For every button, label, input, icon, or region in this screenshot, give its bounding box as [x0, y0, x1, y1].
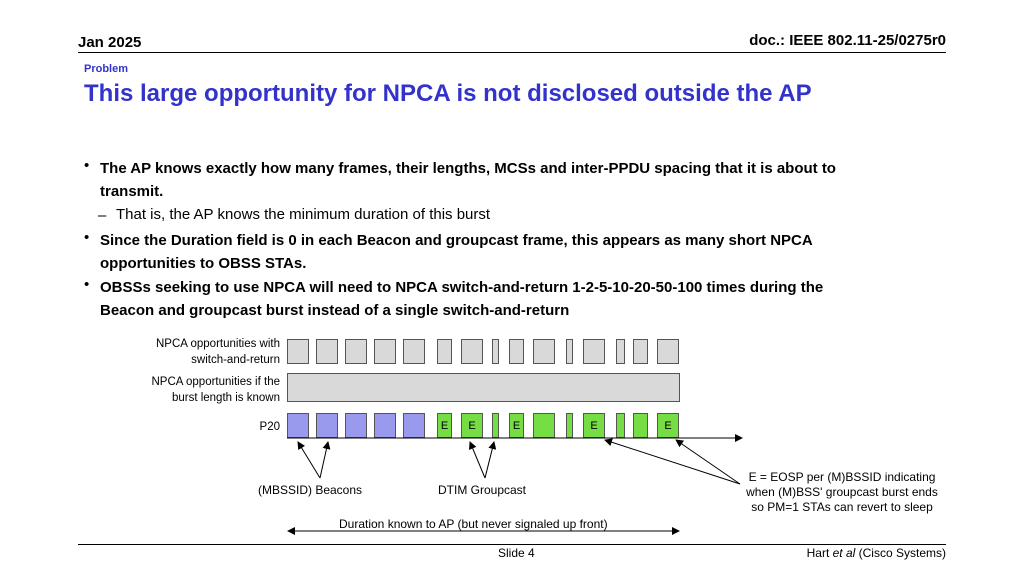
groupcast-block-eosp: E	[657, 413, 679, 438]
beacon-arrow	[320, 442, 328, 478]
eosp-note: E = EOSP per (M)BSSID indicating when (M)BSS' groupcast burst ends so PM=1 STAs can revert to sleep	[746, 470, 938, 514]
groupcast-block-eosp: E	[461, 413, 483, 438]
groupcast-block-eosp: E	[437, 413, 452, 438]
beacons-label: (MBSSID) Beacons	[258, 483, 363, 497]
bullet-2-line1: Since the Duration field is 0 in each Beacon and groupcast frame, this appears as many short NPCA	[100, 232, 813, 249]
eosp-arrow	[676, 440, 740, 484]
groupcast-block-eosp: E	[583, 413, 605, 438]
dtim-label: DTIM Groupcast	[438, 483, 527, 497]
footer-divider	[78, 544, 946, 545]
bullet-3-line2: Beacon and groupcast burst instead of a single switch-and-return	[100, 302, 570, 319]
author: Hart et al (Cisco Systems)	[806, 546, 946, 560]
row2-label: NPCA opportunities if the burst length is known	[151, 376, 280, 404]
slide-title: This large opportunity for NPCA is not disclosed outside the AP	[84, 80, 812, 107]
bullet-3-line1: OBSSs seeking to use NPCA will need to NPCA switch-and-return 1-2-5-10-20-50-100 times during the	[100, 279, 824, 296]
dtim-arrow	[485, 442, 494, 478]
bullet-marker: •	[84, 229, 90, 246]
row1-label: NPCA opportunities with switch-and-return	[155, 338, 280, 366]
sub-bullet-dash: –	[98, 207, 107, 224]
sub-bullet-text: That is, the AP knows the minimum duration of this burst	[116, 206, 491, 223]
bullet-marker: •	[84, 157, 90, 174]
header-date: Jan 2025	[78, 34, 142, 51]
header-doc-id: doc.: IEEE 802.11-25/0275r0	[749, 32, 946, 49]
beacon-arrow	[298, 442, 320, 478]
duration-label: Duration known to AP (but never signaled up front)	[339, 517, 608, 531]
groupcast-block-eosp: E	[509, 413, 524, 438]
bullet-1-line1: The AP knows exactly how many frames, their lengths, MCSs and inter-PPDU spacing that it is about to	[100, 160, 836, 177]
bullet-marker: •	[84, 276, 90, 293]
eosp-arrow	[605, 440, 740, 484]
section-label: Problem	[84, 63, 129, 75]
dtim-arrow	[470, 442, 485, 478]
bullet-1-line2: transmit.	[100, 183, 164, 200]
row3-label: P20	[259, 421, 280, 433]
slide-number: Slide 4	[498, 546, 535, 560]
bullet-2-line2: opportunities to OBSS STAs.	[100, 255, 307, 272]
